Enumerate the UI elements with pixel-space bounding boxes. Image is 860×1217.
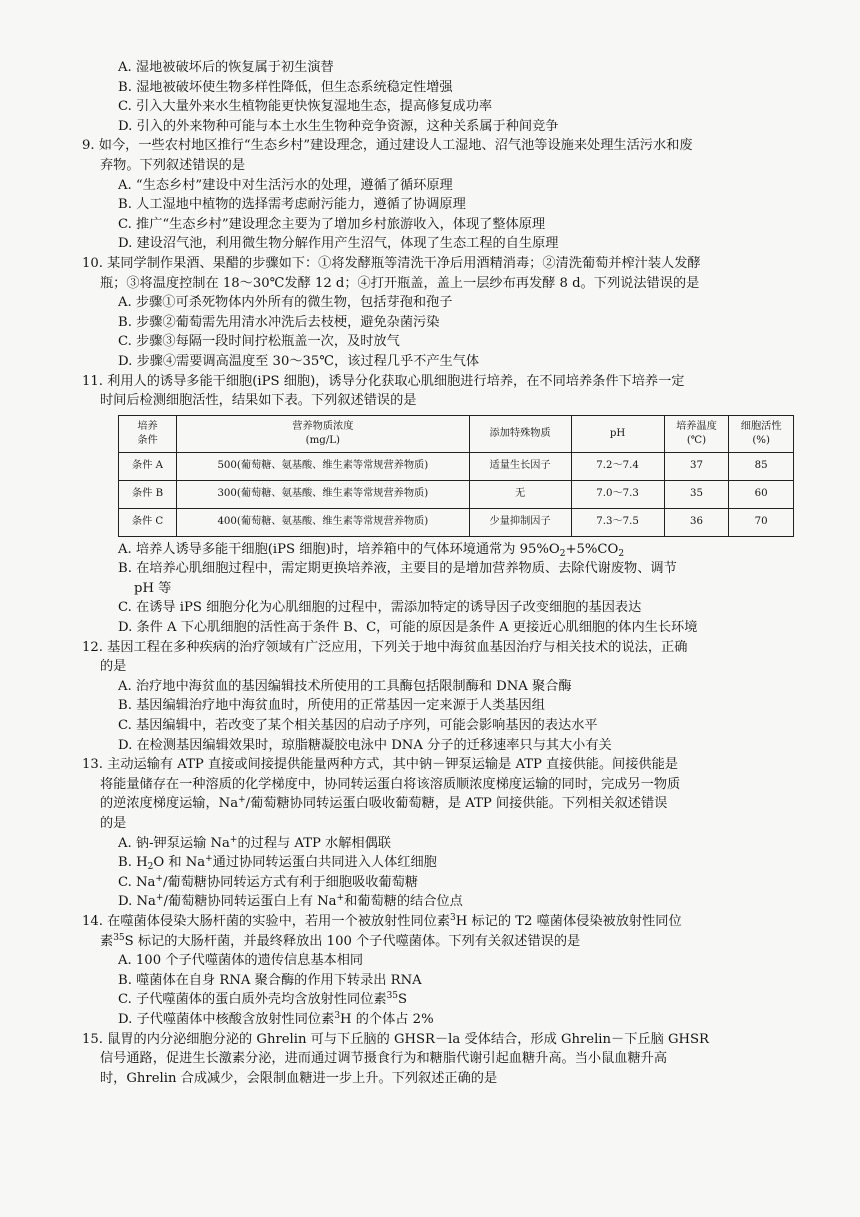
q15-stem-line3: 时，Ghrelin 合成减少，会限制血糖进一步上升。下列叙述正确的是 xyxy=(100,1070,498,1086)
table-cell: 35 xyxy=(664,480,729,508)
table-cell: 70 xyxy=(729,508,794,536)
q13-option-c-pre: C. Na xyxy=(118,874,156,890)
q14-stem-line2 xyxy=(100,932,800,952)
q13-option-d-pre: D. Na xyxy=(118,894,156,910)
q13-option-b xyxy=(100,853,800,873)
q14-stem-line2-sup: 35 xyxy=(113,932,125,943)
q13-option-a-sup: + xyxy=(229,834,238,845)
q14-option-d-post: H 的个体占 2% xyxy=(340,1011,434,1027)
table-cell: 85 xyxy=(729,452,794,480)
table-cell: 条件 C xyxy=(119,508,177,536)
q13-option-d-sup2: + xyxy=(336,893,345,904)
q8-option-d: D. 引入的外来物种可能与本土水生生物种竞争资源，这种关系属于种间竞争 xyxy=(118,118,559,134)
q14-stem-line1 xyxy=(82,912,800,932)
q9-stem-line2: 弃物。下列叙述错误的是 xyxy=(100,157,246,173)
q13-option-d-sup: + xyxy=(155,893,164,904)
q13-option-b-pre: B. H xyxy=(118,855,148,871)
q13-stem-line3-post: /葡萄糖协同转运蛋白吸收葡萄糖，是 ATP 间接供能。下列相关叙述错误 xyxy=(245,796,668,812)
question-8-options xyxy=(100,58,800,136)
q14-stem-line1-post: H 标记的 T2 噬菌体侵染被放射性同位 xyxy=(455,913,682,929)
table-cell: 7.3～7.5 xyxy=(571,508,664,536)
question-10 xyxy=(82,254,800,372)
table-cell: 7.0～7.3 xyxy=(571,480,664,508)
q11-option-b-cont: pH 等 xyxy=(134,580,172,596)
q11-stem-line2: 时间后检测细胞活性，结果如下表。下列叙述错误的是 xyxy=(100,393,417,409)
q11-option-a xyxy=(100,540,800,560)
table-cell: 60 xyxy=(729,480,794,508)
q14-stem-line1-pre: 14. 在噬菌体侵染大肠杆菌的实验中，若用一个被放射性同位素 xyxy=(82,913,451,929)
q14-stem-line2-pre: 素 xyxy=(100,933,114,949)
q10-option-c: C. 步骤③每隔一段时间拧松瓶盖一次，及时放气 xyxy=(118,334,400,350)
q13-option-b-sub: 2 xyxy=(147,862,154,873)
q15-stem-line1: 15. 鼠胃的内分泌细胞分泌的 Ghrelin 可与下丘脑的 GHSR－la 受体结合，形成 Ghrelin－下丘脑 GHSR xyxy=(82,1031,709,1047)
q13-option-c-sup: + xyxy=(155,873,163,884)
q13-stem-line3 xyxy=(100,794,800,814)
question-15 xyxy=(82,1030,800,1089)
question-12 xyxy=(82,638,800,756)
q9-option-a: A. “生态乡村”建设中对生活污水的处理，遵循了循环原理 xyxy=(118,177,453,193)
q13-option-b-sup: + xyxy=(205,854,213,865)
q10-option-a: A. 步骤①可杀死物体内外所有的微生物，包括芽孢和孢子 xyxy=(118,295,453,311)
table-header-cell: 培养温度 (℃) xyxy=(664,415,729,452)
table-cell: 条件 B xyxy=(119,480,177,508)
q8-option-a: A. 湿地被破坏后的恢复属于初生演替 xyxy=(118,60,334,75)
q14-stem-line2-post: S 标记的大肠杆菌，并最终释放出 100 个子代噬菌体。下列有关叙述错误的是 xyxy=(124,933,581,949)
q12-option-a: A. 治疗地中海贫血的基因编辑技术所使用的工具酶包括限制酶和 DNA 聚合酶 xyxy=(118,678,572,694)
table-cell: 少量抑制因子 xyxy=(469,508,571,536)
table-cell: 37 xyxy=(664,452,729,480)
table-cell: 无 xyxy=(469,480,571,508)
q8-option-c: C. 引入大量外来水生植物能更快恢复湿地生态，提高修复成功率 xyxy=(118,99,493,115)
table-header-cell: pH xyxy=(571,415,664,452)
q13-option-a xyxy=(100,834,800,854)
q9-stem-line1: 9. 如今，一些农村地区推行“生态乡村”建设理念，通过建设人工湿地、沼气池等设施来处理生活污水和废 xyxy=(82,138,693,154)
q13-option-b-mid: O 和 Na xyxy=(153,855,206,871)
q11-stem-line1: 11. 利用人的诱导多能干细胞(iPS 细胞)，诱导分化获取心肌细胞进行培养，在不同培养条件下培养一定 xyxy=(82,373,685,389)
q14-stem-line1-sup: 3 xyxy=(450,912,456,923)
table-row xyxy=(119,508,794,536)
q10-option-b: B. 步骤②葡萄需先用清水冲洗后去枝梗，避免杂菌污染 xyxy=(118,314,440,330)
q13-stem-line3-pre: 的逆浓度梯度运输，Na xyxy=(100,796,239,812)
q10-stem-line2: 瓶；③将温度控制在 18～30℃发酵 12 d；④打开瓶盖，盖上一层纱布再发酵 8 d。下列说法错误的是 xyxy=(100,275,700,291)
question-14 xyxy=(82,912,800,1030)
q11-option-a-sub1: 2 xyxy=(559,548,566,559)
q9-option-b: B. 人工湿地中植物的选择需考虑耐污能力，遵循了协调原理 xyxy=(118,197,466,213)
q11-option-a-sub2: 2 xyxy=(618,548,625,559)
q11-option-b-line1: B. 在培养心肌细胞过程中，需定期更换培养液，主要目的是增加营养物质、去除代谢废物、调节 xyxy=(118,561,677,577)
q13-stem-line3-sup: + xyxy=(238,795,246,806)
q13-option-c xyxy=(100,873,800,893)
q13-stem-line1: 13. 主动运输有 ATP 直接或间接提供能量两种方式，其中钠－钾泵运输是 ATP 直接供能。间接供能是 xyxy=(82,757,678,773)
q11-option-c: C. 在诱导 iPS 细胞分化为心肌细胞的过程中，需添加特定的诱导因子改变细胞的基因表达 xyxy=(118,600,642,616)
q8-option-b: B. 湿地被破坏使生物多样性降低，但生态系统稳定性增强 xyxy=(118,79,453,95)
q14-option-d-sup: 3 xyxy=(334,1010,341,1021)
table-cell: 条件 A xyxy=(119,452,177,480)
q13-option-a-pre: A. 钠-钾泵运输 Na xyxy=(118,835,230,851)
q12-option-c: C. 基因编辑中，若改变了某个相关基因的启动子序列，可能会影响基因的表达水平 xyxy=(118,718,598,734)
q14-option-d-pre: D. 子代噬菌体中核酸含放射性同位素 xyxy=(118,1011,335,1027)
q12-stem-line2: 的是 xyxy=(100,659,127,675)
question-9 xyxy=(82,136,800,254)
table-cell: 400(葡萄糖、氨基酸、维生素等常规营养物质) xyxy=(177,508,470,536)
q11-option-a-mid: +5%CO xyxy=(565,541,619,557)
table-cell: 500(葡萄糖、氨基酸、维生素等常规营养物质) xyxy=(177,452,470,480)
q11-option-b xyxy=(100,559,800,579)
table-header-cell: 添加特殊物质 xyxy=(469,415,571,452)
table-header-cell: 营养物质浓度 (mg/L) xyxy=(177,415,470,452)
q14-option-c-sup: 35 xyxy=(386,991,399,1002)
q13-stem-line4: 的是 xyxy=(100,816,127,831)
q13-option-c-post: /葡萄糖协同转运方式有利于细胞吸收葡萄糖 xyxy=(162,874,418,890)
q15-stem-line2: 信号通路，促进生长激素分泌，进而通过调节摄食行为和糖脂代谢引起血糖升高。当小鼠血糖升高 xyxy=(100,1051,668,1067)
table-header-cell: 培养 条件 xyxy=(119,415,177,452)
table-cell: 7.2～7.4 xyxy=(571,452,664,480)
q14-option-d xyxy=(100,1010,800,1030)
table-cell: 36 xyxy=(664,508,729,536)
q14-option-c-post: S xyxy=(398,992,408,1008)
q13-stem-line2: 将能量储存在一种溶质的化学梯度中，协同转运蛋白将该溶质顺浓度梯度运输的同时，完成另一物质 xyxy=(100,776,681,792)
q11-option-d: D. 条件 A 下心肌细胞的活性高于条件 B、C，可能的原因是条件 A 更接近心肌细胞的体内生长环境 xyxy=(118,620,698,636)
q9-option-c: C. 推广“生态乡村”建设理念主要为了增加乡村旅游收入，体现了整体原理 xyxy=(118,216,546,232)
culture-conditions-table xyxy=(118,415,794,537)
q9-option-d: D. 建设沼气池，利用微生物分解作用产生沼气，体现了生态工程的自生原理 xyxy=(118,236,559,252)
q14-option-c xyxy=(100,990,800,1010)
table-header-cell: 细胞活性 (%) xyxy=(729,415,794,452)
q10-option-d: D. 步骤④需要调高温度至 30～35℃，该过程几乎不产生气体 xyxy=(118,353,480,369)
table-cell: 适量生长因子 xyxy=(469,452,571,480)
table-row xyxy=(119,452,794,480)
q14-option-a: A. 100 个子代噬菌体的遗传信息基本相同 xyxy=(118,953,364,969)
q13-option-d-post: 和葡萄糖的结合位点 xyxy=(344,894,463,910)
q13-option-a-post: 的过程与 ATP 水解相偶联 xyxy=(237,835,391,851)
question-11 xyxy=(82,372,800,638)
q13-option-d xyxy=(100,892,800,912)
q12-option-b: B. 基因编辑治疗地中海贫血时，所使用的正常基因一定来源于人类基因组 xyxy=(118,698,545,714)
q13-option-b-post: 通过协同转运蛋白共同进入人体红细胞 xyxy=(212,855,437,871)
q10-stem-line1: 10. 某同学制作果酒、果醋的步骤如下：①将发酵瓶等清洗干净后用酒精消毒；②清洗葡萄并榨汁装人发酵 xyxy=(82,255,701,271)
q12-option-d: D. 在检测基因编辑效果时，琼脂糖凝胶电泳中 DNA 分子的迁移速率只与其大小有关 xyxy=(118,737,612,753)
q11-option-a-text: A. 培养人诱导多能干细胞(iPS 细胞)时，培养箱中的气体环境通常为 95%O xyxy=(118,541,560,557)
question-13 xyxy=(82,755,800,912)
q14-option-c-pre: C. 子代噬菌体的蛋白质外壳均含放射性同位素 xyxy=(118,992,387,1008)
q13-option-d-mid: /葡萄糖协同转运蛋白上有 Na xyxy=(163,894,337,910)
table-header-row xyxy=(119,415,794,452)
q14-option-b: B. 噬菌体在自身 RNA 聚合酶的作用下转录出 RNA xyxy=(118,972,422,988)
q12-stem-line1: 12. 基因工程在多种疾病的治疗领域有广泛应用，下列关于地中海贫血基因治疗与相关技术的说法，正确 xyxy=(82,639,688,655)
table-cell: 300(葡萄糖、氨基酸、维生素等常规营养物质) xyxy=(177,480,470,508)
table-row xyxy=(119,480,794,508)
